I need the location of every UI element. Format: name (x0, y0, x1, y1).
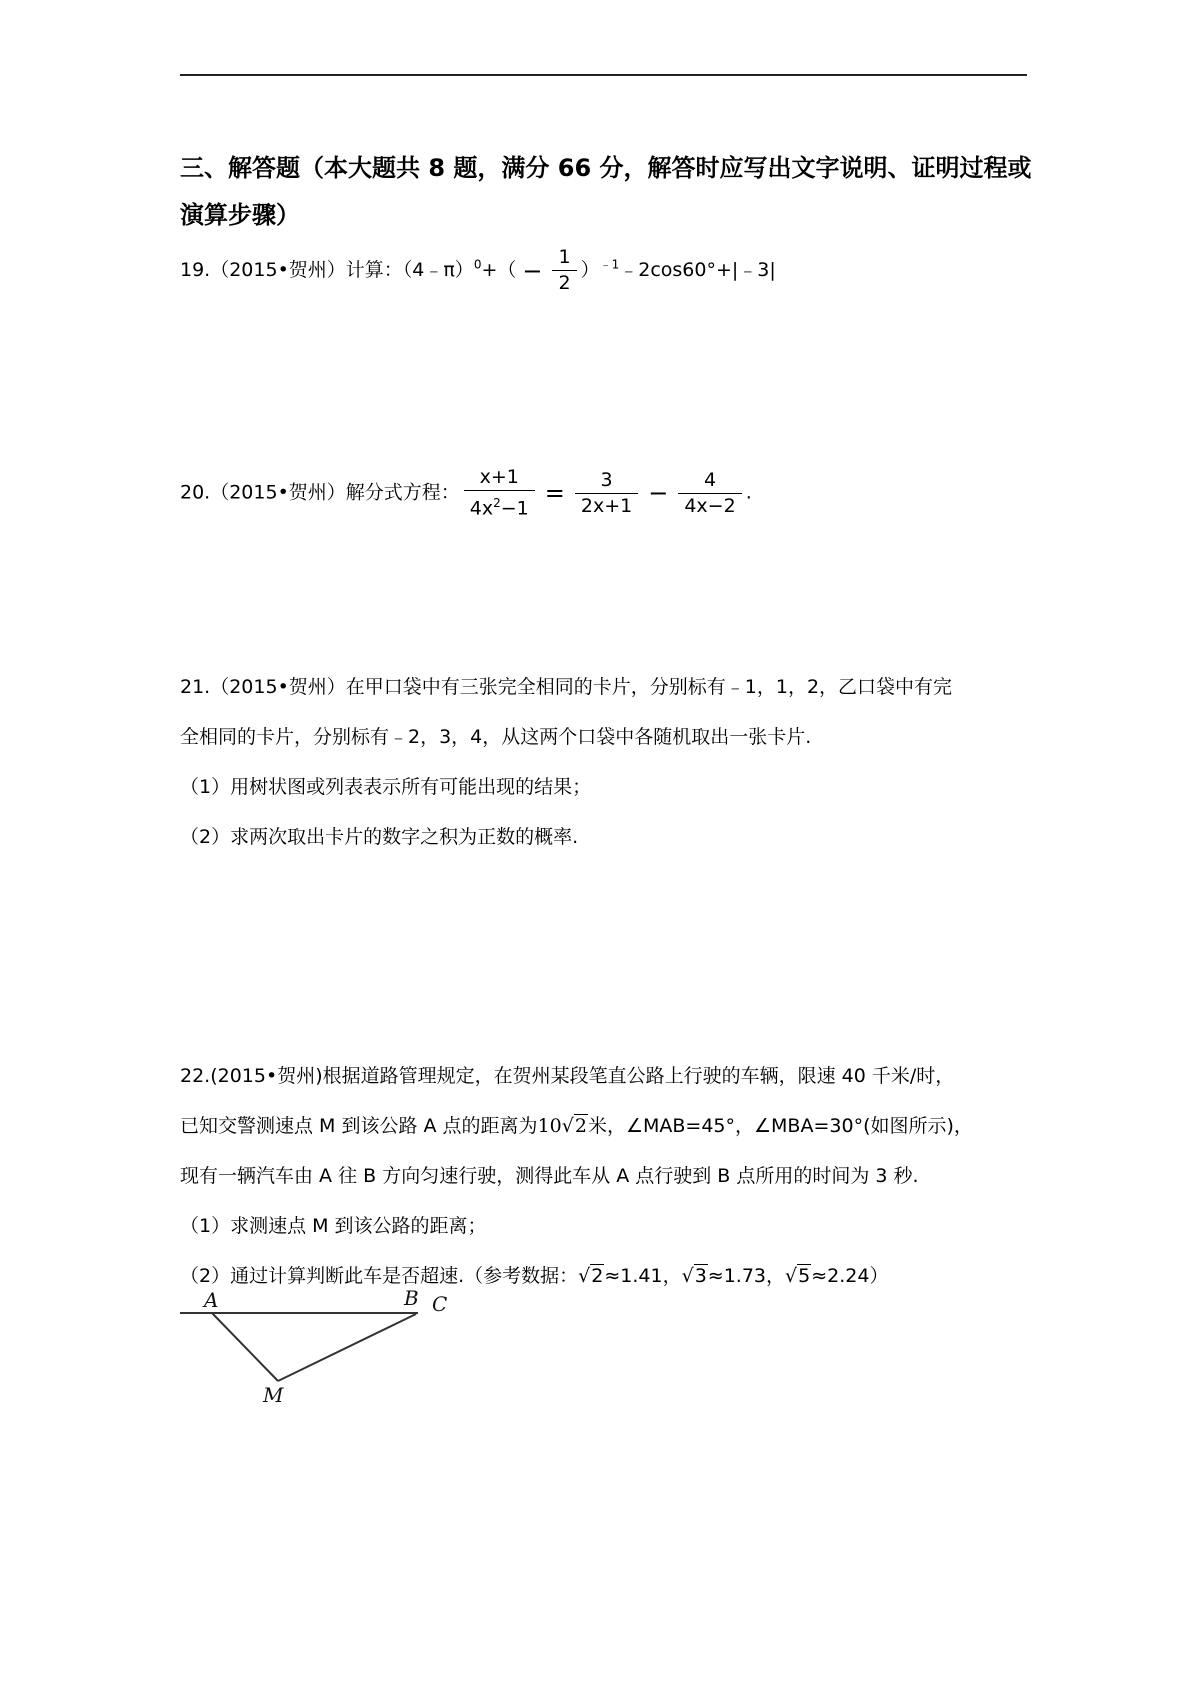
q21-line2: 全相同的卡片，分别标有﹣2，3，4，从这两个口袋中各随机取出一张卡片. (180, 726, 812, 748)
q22-part1: （1）求测速点 M 到该公路的距离； (180, 1215, 487, 1237)
segment-bm (278, 1314, 416, 1381)
q22-sqrt-3: √3 (681, 1265, 707, 1287)
q20-f2-num: 3 (575, 468, 638, 494)
label-c: C (432, 1292, 448, 1316)
q22-line2-post: 米，∠MAB=45°，∠MBA=30°(如图所示)， (587, 1115, 973, 1137)
q19-rest: ﹣2cos60°+|﹣3| (619, 259, 776, 281)
q22-part2-pre: （2）通过计算判断此车是否超速.（参考数据： (180, 1265, 579, 1287)
q20-fraction-3 (678, 468, 741, 519)
q19-prefix: 19.（2015•贺州）计算：（4﹣π） (180, 259, 474, 281)
q22-v2: ≈1.73， (707, 1265, 786, 1287)
q20-prefix: 20.（2015•贺州）解分式方程： (180, 481, 460, 504)
q22-part2 (180, 1261, 888, 1288)
q19-frac-den: 2 (558, 272, 571, 294)
q21-part2: （2）求两次取出卡片的数字之积为正数的概率. (180, 826, 579, 848)
q22-sqrt: √2 (561, 1115, 587, 1137)
q22-line2 (180, 1111, 973, 1138)
q20-f1-den-pre: 4x (469, 497, 494, 520)
q19-close-paren: ） (580, 259, 600, 281)
q22-sqrt-2: √2 (578, 1265, 604, 1287)
q19-frac-num: 1 (552, 245, 576, 271)
q22-r2: 3 (694, 1265, 707, 1287)
q19-exp-neg1: ﹣1 (599, 257, 620, 272)
q20-f1-den-post: −1 (500, 497, 529, 520)
q22-v1: ≈1.41， (604, 1265, 682, 1287)
question-20 (180, 465, 752, 521)
q20-f1-den-sup: 2 (493, 496, 501, 510)
q20-f3-den: 4x−2 (684, 494, 736, 517)
section-heading (180, 145, 1032, 239)
question-19 (180, 245, 776, 296)
q20-f1-num: x+1 (464, 465, 535, 491)
q22-r1: 2 (591, 1265, 604, 1287)
section-heading-line1: 三、解答题（本大题共 8 题，满分 66 分，解答时应写出文字说明、证明过程或 (180, 154, 1032, 182)
q22-v3: ≈2.24） (811, 1265, 889, 1287)
top-rule (180, 74, 1027, 76)
q20-fraction-2 (575, 468, 638, 519)
label-m: M (263, 1383, 284, 1405)
q20-f3-num: 4 (678, 468, 741, 494)
q20-end: . (745, 481, 752, 504)
q20-minus: − (648, 479, 669, 508)
q20-fraction-1 (464, 465, 535, 521)
q19-minus: − (522, 256, 543, 285)
segment-am (212, 1313, 278, 1381)
q19-exp0: 0 (473, 257, 482, 272)
q22-coef: 10 (537, 1115, 562, 1137)
q20-f2-den: 2x+1 (580, 494, 633, 517)
label-b: B (404, 1286, 419, 1310)
q22-line1: 22.(2015•贺州)根据道路管理规定，在贺州某段笔直公路上行驶的车辆，限速 40 千米/时， (180, 1065, 955, 1087)
q22-line3: 现有一辆汽车由 A 往 B 方向匀速行驶，测得此车从 A 点行驶到 B 点所用的时间为 3 秒. (180, 1165, 919, 1187)
label-a: A (204, 1288, 219, 1312)
q22-radicand: 2 (574, 1115, 587, 1137)
q19-fraction (552, 245, 576, 296)
triangle-figure (178, 1285, 458, 1405)
q19-plus-paren: +（ (481, 259, 517, 281)
q22-r3: 5 (798, 1265, 811, 1287)
q21-part1: （1）用树状图或列表表示所有可能出现的结果； (180, 776, 592, 798)
q22-line2-pre: 已知交警测速点 M 到该公路 A 点的距离为 (180, 1115, 538, 1137)
q20-f1-den (464, 491, 535, 521)
section-heading-line2: 演算步骤） (180, 201, 300, 229)
q20-equals: = (544, 479, 565, 508)
q22-sqrt-5: √5 (785, 1265, 811, 1287)
q21-line1: 21.（2015•贺州）在甲口袋中有三张完全相同的卡片，分别标有﹣1，1，2，乙口袋中有完 (180, 676, 953, 698)
